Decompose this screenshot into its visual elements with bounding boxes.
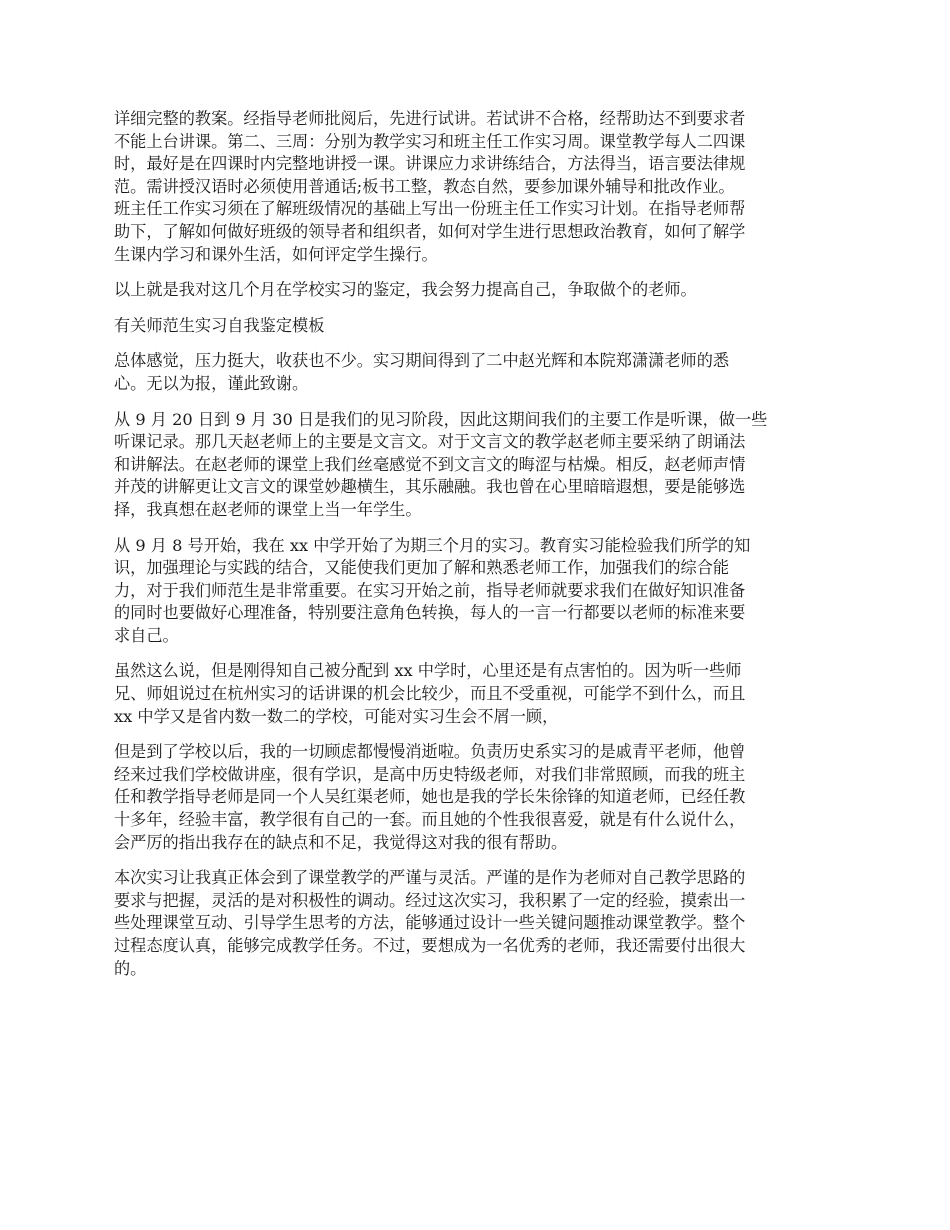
text-line: 力，对于我们师范生是非常重要。在实习开始之前，指导老师就要求我们在做好知识准备 — [114, 580, 746, 600]
paragraph-1 — [114, 108, 840, 266]
text-line: 有关师范生实习自我鉴定模板 — [114, 315, 325, 335]
paragraph-8 — [114, 741, 840, 854]
paragraph-4 — [114, 350, 840, 395]
text-line: 任和教学指导老师是同一个人吴红渠老师，她也是我的学长朱徐锋的知道老师，已经任教 — [114, 787, 746, 807]
text-line: 班主任工作实习须在了解班级情况的基础上写出一份班主任工作实习计划。在指导老师帮 — [114, 199, 746, 219]
text-line: 范。需讲授汉语时必须使用普通话;板书工整，教态自然，要参加课外辅导和批改作业。 — [114, 176, 735, 196]
text-line: 兄、师姐说过在杭州实习的话讲课的机会比较少，而且不受重视，可能学不到什么，而且 — [114, 684, 746, 704]
text-line: 十多年，经验丰富，教学很有自己的一套。而且她的个性我很喜爱，就是有什么说什么， — [114, 810, 746, 830]
text-line: 本次实习让我真正体会到了课堂教学的严谨与灵活。严谨的是作为老师对自己教学思路的 — [114, 868, 746, 888]
paragraph-6 — [114, 535, 840, 648]
text-line: 但是到了学校以后，我的一切顾虑都慢慢消逝啦。负责历史系实习的是戚青平老师，他曾 — [114, 742, 746, 762]
text-line: 从 9 月 8 号开始，我在 xx 中学开始了为期三个月的实习。教育实习能检验我们所学的知 — [114, 535, 751, 555]
text-line: 些处理课堂互动、引导学生思考的方法，能够通过设计一些关键问题推动课堂教学。整个 — [114, 913, 746, 933]
text-line: 以上就是我对这几个月在学校实习的鉴定，我会努力提高自己，争取做个的老师。 — [114, 280, 697, 300]
text-line: 虽然这么说，但是刚得知自己被分配到 xx 中学时，心里还是有点害怕的。因为听一些师 — [114, 661, 742, 681]
text-line: 并茂的讲解更让文言文的课堂妙趣横生，其乐融融。我也曾在心里暗暗遐想，要是能够选 — [114, 477, 746, 497]
text-line: xx 中学又是省内数一数二的学校，可能对实习生会不屑一顾， — [114, 706, 559, 726]
paragraph-9 — [114, 867, 840, 980]
text-line: 经来过我们学校做讲座，很有学识，是高中历史特级老师，对我们非常照顾，而我的班主 — [114, 764, 746, 784]
text-line: 求自己。 — [114, 625, 179, 645]
text-line: 要求与把握，灵活的是对积极性的调动。经过这次实习，我积累了一定的经验，摸索出一 — [114, 890, 746, 910]
paragraph-2 — [114, 279, 840, 302]
text-line: 的同时也要做好心理准备，特别要注意角色转换，每人的一言一行都要以老师的标准来要 — [114, 603, 746, 623]
text-line: 和讲解法。在赵老师的课堂上我们丝毫感觉不到文言文的晦涩与枯燥。相反，赵老师声情 — [114, 454, 746, 474]
text-line: 详细完整的教案。经指导老师批阅后，先进行试讲。若试讲不合格，经帮助达不到要求者 — [114, 109, 746, 128]
text-line: 生课内学习和课外生活，如何评定学生操行。 — [114, 244, 438, 264]
text-line: 会严厉的指出我存在的缺点和不足，我觉得这对我的很有帮助。 — [114, 832, 568, 852]
text-line: 时，最好是在四课时内完整地讲授一课。讲课应力求讲练结合，方法得当，语言要法律规 — [114, 154, 746, 174]
paragraph-5 — [114, 409, 840, 522]
text-line: 识，加强理论与实践的结合，又能使我们更加了解和熟悉老师工作，加强我们的综合能 — [114, 558, 730, 578]
text-line: 不能上台讲课。第二、三周：分别为教学实习和班主任工作实习周。课堂教学每人二四课 — [114, 131, 746, 151]
text-line: 择，我真想在赵老师的课堂上当一年学生。 — [114, 499, 422, 519]
text-line: 助下，了解如何做好班级的领导者和组织者，如何对学生进行思想政治教育，如何了解学 — [114, 221, 746, 241]
document-body — [114, 108, 840, 993]
section-heading — [114, 315, 840, 338]
text-line: 过程态度认真，能够完成教学任务。不过，要想成为一名优秀的老师，我还需要付出很大 — [114, 936, 746, 955]
text-line: 心。无以为报，谨此致谢。 — [114, 373, 309, 393]
text-line: 总体感觉，压力挺大，收获也不少。实习期间得到了二中赵光辉和本院郑潇潇老师的悉 — [114, 351, 730, 371]
text-line: 从 9 月 20 日到 9 月 30 日是我们的见习阶段，因此这期间我们的主要工作是听课，做一些 — [114, 409, 768, 429]
text-line: 听课记录。那几天赵老师上的主要是文言文。对于文言文的教学赵老师主要采纳了朗诵法 — [114, 432, 746, 452]
paragraph-7 — [114, 660, 840, 728]
text-line: 的。 — [114, 958, 147, 978]
